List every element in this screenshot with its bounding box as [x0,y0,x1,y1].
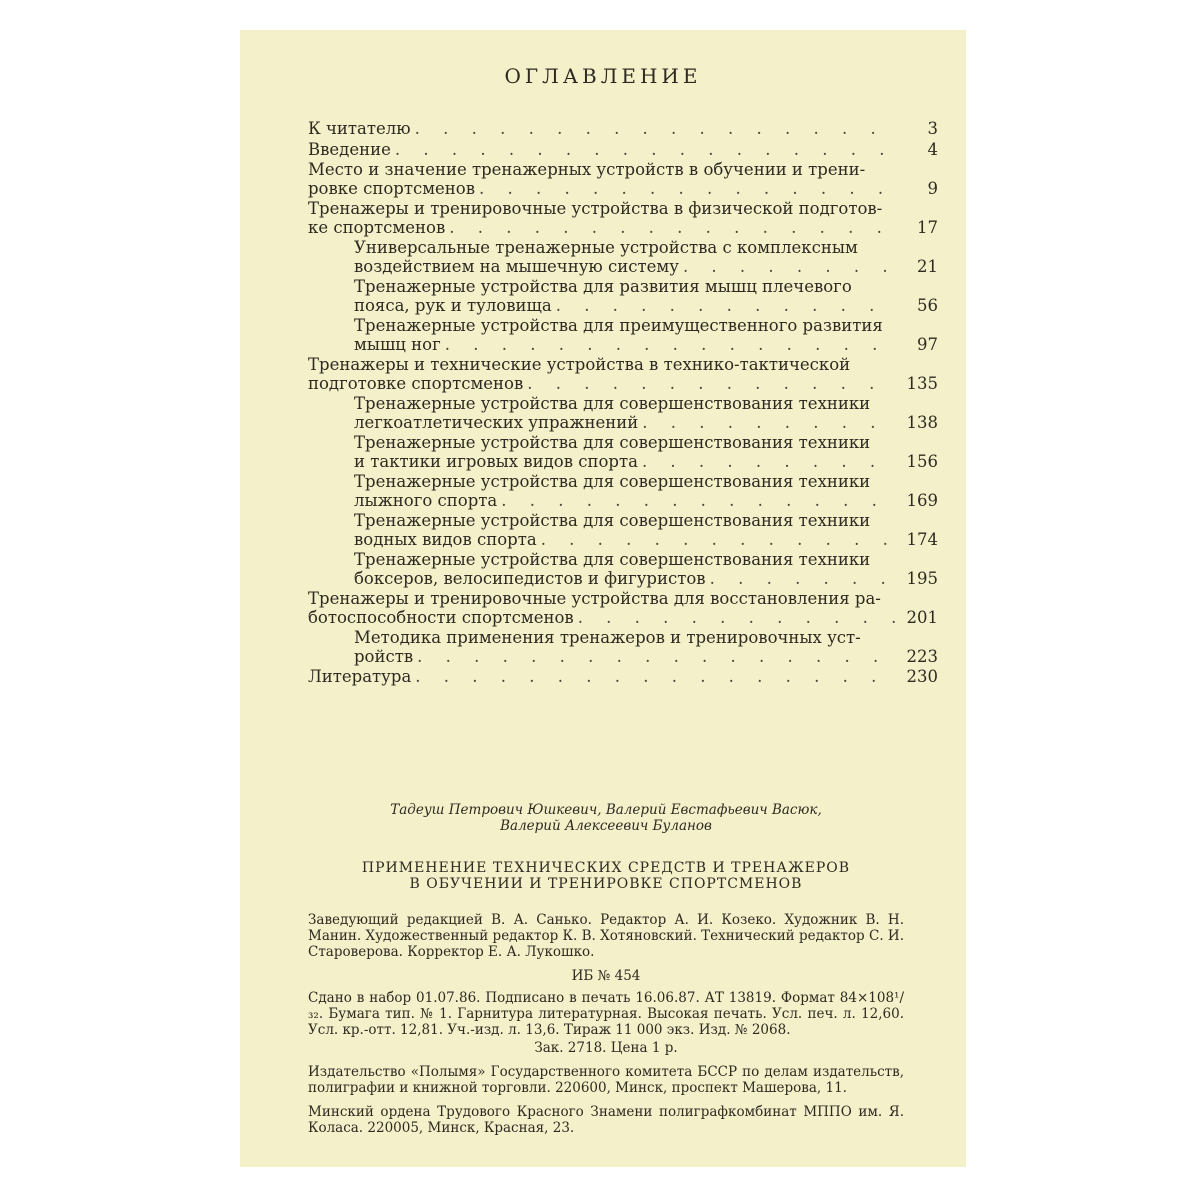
toc-entry [308,668,938,687]
toc-entry-text: боксеров, велосипедистов и фигуристов [354,568,706,588]
toc-entry-line: Тренажерные устройства для совершенствования техники [354,472,871,491]
toc-entry-last-line [354,648,938,667]
publisher-info: Издательство «Полымя» Государственного комитета БССР по делам издательств, полиграфии и книжной торговли. 220600, Минск, проспект Машерова, 11. [308,1064,904,1096]
authors [308,802,904,834]
book-title-line-2: В ОБУЧЕНИИ И ТРЕНИРОВКЕ СПОРТСМЕНОВ [409,876,803,892]
toc-leader-dots [445,336,896,355]
toc-entry-text: Литература [308,667,412,686]
toc-leader-dots [556,297,896,316]
toc-page-number: 17 [917,217,938,237]
toc-page-number: 195 [906,568,938,588]
toc-page-number: 21 [917,256,938,276]
order-price: Зак. 2718. Цена 1 р. [534,1040,678,1056]
toc-entry-text: ровке спортсменов [308,178,476,198]
toc-page-number: 156 [906,451,938,471]
toc-leader-dots [527,375,896,394]
toc-page-number: 174 [906,529,938,549]
toc-entry-last-line [354,570,938,589]
authors-line-2: Валерий Алексеевич Буланов [500,818,712,834]
toc-entry-line: Универсальные тренажерные устройства с комплексным [354,238,858,257]
toc-page-number: 169 [906,490,938,510]
toc-leader-dots [417,648,896,667]
toc-page-number: 97 [917,334,938,354]
editors-credits: Заведующий редакцией В. А. Санько. Редактор А. И. Козеко. Художник В. Н. Манин. Художественный редактор К. В. Хотяновский. Технический редактор С. И. Староверова. Корректор Е. А. Лукошко. [308,912,904,960]
table-of-contents [308,120,938,689]
toc-entry-last-line [308,141,938,160]
toc-entry-line: Тренажерные устройства для преимущественного развития [354,316,883,335]
toc-entry-last-line [354,258,938,277]
toc-leader-dots [683,258,896,277]
book-title-line-1: ПРИМЕНЕНИЕ ТЕХНИЧЕСКИХ СРЕДСТВ И ТРЕНАЖЕРОВ [361,860,851,876]
toc-entry [308,512,938,549]
toc-entry-text: Введение [308,139,391,159]
toc-entry-text: К читателю [308,119,411,138]
toc-entry [308,434,938,471]
toc-entry-last-line [308,668,938,687]
toc-leader-dots [642,453,896,472]
imprint [308,802,904,1144]
toc-entry [308,141,938,160]
toc-entry-last-line [308,120,938,139]
toc-leader-dots [395,141,896,160]
toc-entry [308,551,938,588]
toc-entry-text: водных видов спорта [354,529,537,549]
book-title [308,860,904,892]
toc-entry [308,473,938,510]
book-page [240,30,966,1167]
toc-entry-text: воздействием на мышечную систему [354,256,679,276]
toc-entry [308,356,938,393]
toc-entry-last-line [354,531,938,550]
toc-entry [308,590,938,627]
toc-leader-dots [415,120,896,139]
toc-page-number: 138 [906,412,938,432]
toc-entry [308,317,938,354]
toc-entry-last-line [354,492,938,511]
toc-leader-dots [541,531,896,550]
toc-page-number: 9 [927,178,938,198]
toc-entry-last-line [308,375,938,394]
toc-entry-line: Тренажеры и тренировочные устройства в физической подготов- [308,199,883,218]
toc-entry-text: ке спортсменов [308,217,446,237]
toc-entry-line: Тренажеры и технические устройства в технико-тактической [308,355,851,374]
toc-entry-line: Тренажерные устройства для совершенствования техники [354,394,871,413]
toc-entry-text: ройств [354,646,414,666]
toc-page-number: 201 [906,607,938,627]
toc-entry-last-line [308,609,938,628]
toc-page-number: 56 [917,295,938,315]
toc-entry-line: Тренажерные устройства для развития мышц плечевого [354,277,852,296]
toc-leader-dots [449,219,896,238]
toc-page-number: 223 [906,646,938,666]
toc-leader-dots [501,492,896,511]
toc-entry-line: Методика применения тренажеров и тренировочных уст- [354,628,861,647]
toc-page-number: 4 [927,139,938,159]
toc-entry-line: Тренажерные устройства для совершенствования техники [354,433,871,452]
toc-entry-last-line [354,336,938,355]
toc-leader-dots [415,668,896,687]
toc-entry-last-line [354,297,938,316]
toc-entry-text: легкоатлетических упражнений [354,412,639,432]
toc-entry [308,200,938,237]
toc-entry-text: лыжного спорта [354,490,498,510]
toc-entry-line: Место и значение тренажерных устройств в обучении и трени- [308,160,866,179]
toc-entry [308,120,938,139]
toc-entry-line: Тренажеры и тренировочные устройства для восстановления ра- [308,589,881,608]
toc-entry-last-line [354,453,938,472]
toc-page-number: 135 [906,373,938,393]
toc-entry-text: пояса, рук и туловища [354,295,552,315]
toc-entry-text: мышц ног [354,334,441,354]
toc-entry-text: и тактики игровых видов спорта [354,451,638,471]
toc-entry [308,278,938,315]
printer-info: Минский ордена Трудового Красного Знамени полиграфкомбинат МППО им. Я. Коласа. 220005, Минск, Красная, 23. [308,1104,904,1136]
toc-entry-last-line [308,219,938,238]
toc-page-number: 3 [927,119,938,138]
toc-entry [308,239,938,276]
toc-leader-dots [578,609,896,628]
toc-entry-last-line [354,414,938,433]
toc-leader-dots [710,570,896,589]
toc-entry-text: подготовке спортсменов [308,373,524,393]
toc-entry-line: Тренажерные устройства для совершенствования техники [354,550,871,569]
print-details: Сдано в набор 01.07.86. Подписано в печать 16.06.87. АТ 13819. Формат 84×108¹/₃₂. Бумага тип. № 1. Гарнитура литературная. Высокая печать. Усл. печ. л. 12,60. Усл. кр.-отт. 12,81. Уч.-изд. л. 13,6. Тираж 11 000 экз. Изд. № 2068. [308,990,904,1038]
toc-title: ОГЛАВЛЕНИЕ [504,64,702,88]
toc-entry-last-line [308,180,938,199]
toc-entry [308,629,938,666]
toc-entry [308,161,938,198]
toc-entry-text: ботоспособности спортсменов [308,607,574,627]
ib-number: ИБ № 454 [571,968,641,984]
authors-line-1: Тадеуш Петрович Юшкевич, Валерий Евстафьевич Васюк, [390,802,822,818]
toc-entry [308,395,938,432]
toc-entry-line: Тренажерные устройства для совершенствования техники [354,511,871,530]
toc-page-number: 230 [906,667,938,686]
toc-leader-dots [642,414,896,433]
toc-leader-dots [479,180,896,199]
